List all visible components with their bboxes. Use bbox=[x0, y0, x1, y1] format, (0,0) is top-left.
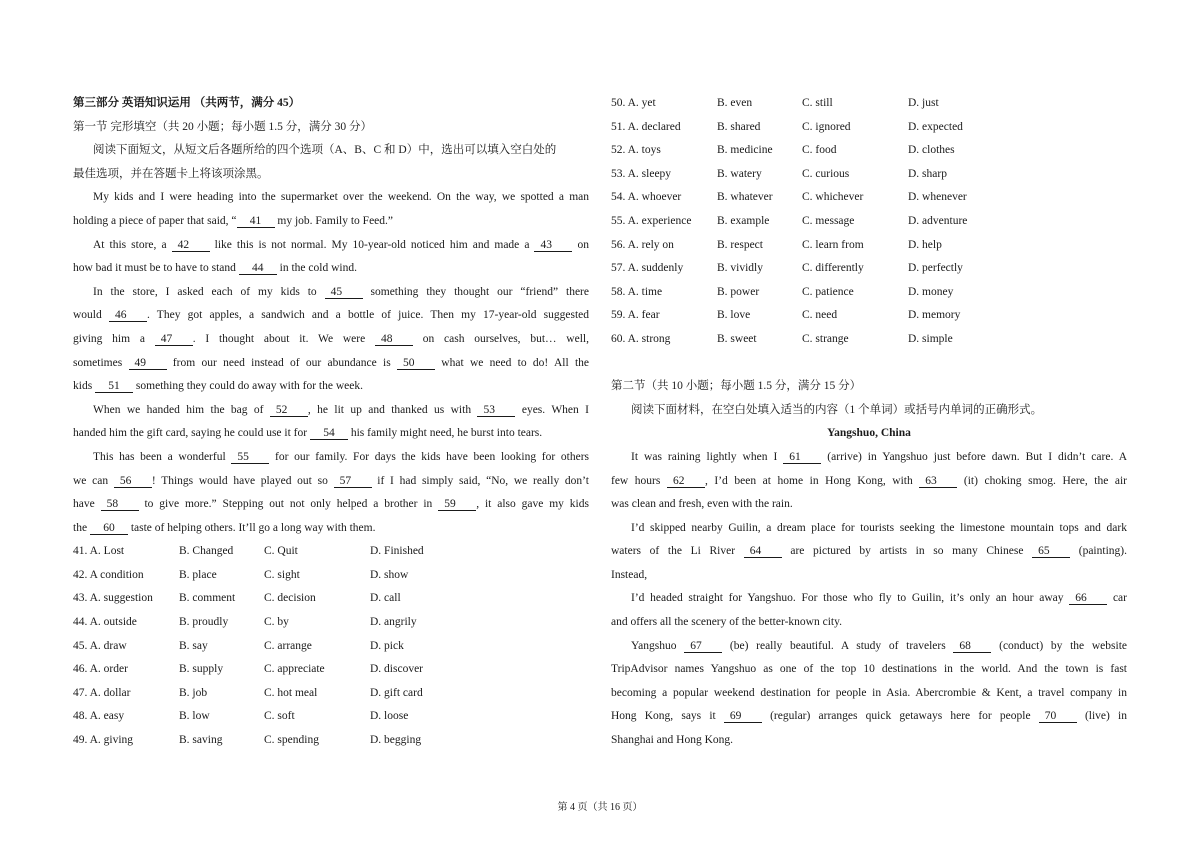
passage-line: My kids and I were heading into the supermarket over the weekend. On the way, we spotted a man bbox=[93, 191, 589, 204]
option-d[interactable]: D. Finished bbox=[370, 545, 424, 558]
blank-62[interactable]: 62 bbox=[667, 475, 705, 488]
option-a[interactable]: 50. A. yet bbox=[611, 97, 656, 109]
right-column bbox=[611, 92, 1127, 753]
passage-line: When we handed him the bag of 52 , he lit up and thanked us with 53 eyes. When I bbox=[93, 403, 589, 416]
option-row bbox=[611, 139, 1127, 163]
option-c[interactable]: C. ignored bbox=[802, 120, 851, 133]
part-heading: 第三部分 英语知识运用 （共两节，满分 45） bbox=[73, 97, 301, 109]
option-a[interactable]: 59. A. fear bbox=[611, 309, 660, 322]
option-d[interactable]: D. pick bbox=[370, 639, 404, 652]
blank-63[interactable]: 63 bbox=[919, 475, 957, 488]
option-b[interactable]: B. Changed bbox=[179, 545, 234, 558]
option-c[interactable]: C. spending bbox=[264, 734, 319, 747]
option-c[interactable]: C. whichever bbox=[802, 191, 864, 204]
blank-53[interactable]: 53 bbox=[477, 404, 515, 417]
option-b[interactable]: B. respect bbox=[717, 238, 763, 251]
option-a[interactable]: 57. A. suddenly bbox=[611, 262, 684, 275]
passage-line: Instead, bbox=[611, 568, 648, 581]
passage-line: It was raining lightly when I 61 (arrive) in Yangshuo just before dawn. But I didn’t care. A bbox=[631, 450, 1127, 463]
option-row bbox=[611, 92, 1127, 116]
option-a[interactable]: 41. A. Lost bbox=[73, 545, 125, 558]
option-d[interactable]: D. discover bbox=[370, 663, 424, 676]
option-row bbox=[73, 587, 589, 611]
blank-58[interactable]: 58 bbox=[101, 498, 139, 511]
option-c[interactable]: C. sight bbox=[264, 568, 300, 581]
option-row bbox=[73, 635, 589, 659]
passage-line: This has been a wonderful 55 for our family. For days the kids have been looking for others bbox=[93, 450, 589, 463]
option-a[interactable]: 54. A. whoever bbox=[611, 191, 682, 204]
option-c[interactable]: C. message bbox=[802, 214, 855, 227]
option-row bbox=[611, 163, 1127, 187]
passage-line: Yangshuo 67 (be) really beautiful. A study of travelers 68 (conduct) by the website bbox=[631, 639, 1127, 652]
blank-61[interactable]: 61 bbox=[783, 451, 821, 464]
option-b[interactable]: B. vividly bbox=[717, 262, 764, 275]
passage-line: Shanghai and Hong Kong. bbox=[611, 734, 734, 747]
passage-title: Yangshuo, China bbox=[827, 427, 911, 440]
passage-line: was clean and fresh, even with the rain. bbox=[611, 498, 793, 511]
option-a[interactable]: 47. A. dollar bbox=[73, 686, 131, 699]
passage-line: how bad it must be to have to stand 44 in the cold wind. bbox=[73, 262, 357, 275]
option-row bbox=[73, 729, 589, 753]
section2-instruction: 阅读下面材料，在空白处填入适当的内容（1 个单词）或括号内单词的正确形式。 bbox=[631, 403, 1043, 416]
blank-54[interactable]: 54 bbox=[310, 427, 348, 440]
blank-43[interactable]: 43 bbox=[534, 239, 572, 252]
option-row bbox=[611, 186, 1127, 210]
passage-line: the 60 taste of helping others. It’ll go a long way with them. bbox=[73, 521, 376, 534]
passage-line: giving him a 47 . I thought about it. We were 48 on cash ourselves, but… well, bbox=[73, 332, 589, 345]
section2-heading: 第二节（共 10 小题；每小题 1.5 分，满分 15 分） bbox=[611, 380, 862, 393]
instruction-line-1: 阅读下面短文，从短文后各题所给的四个选项（A、B、C 和 D）中，选出可以填入空白处的 bbox=[93, 144, 557, 157]
instruction-line-2: 最佳选项，并在答题卡上将该项涂黑。 bbox=[73, 167, 269, 180]
option-c[interactable]: C. differently bbox=[802, 262, 864, 275]
option-a[interactable]: 56. A. rely on bbox=[611, 238, 674, 251]
option-d[interactable]: D. loose bbox=[370, 710, 409, 723]
passage-line: becoming a popular weekend destination for people in Asia. Abercrombie & Kent, a travel company in bbox=[611, 686, 1127, 699]
option-c[interactable]: C. appreciate bbox=[264, 663, 325, 676]
option-row bbox=[73, 705, 589, 729]
option-d[interactable]: D. memory bbox=[908, 309, 961, 322]
option-row bbox=[611, 210, 1127, 234]
option-c[interactable]: C. soft bbox=[264, 710, 295, 723]
option-b[interactable]: B. comment bbox=[179, 592, 236, 605]
option-c[interactable]: C. need bbox=[802, 309, 838, 322]
option-b[interactable]: B. even bbox=[717, 97, 753, 109]
option-c[interactable]: C. strange bbox=[802, 332, 849, 345]
option-d[interactable]: D. simple bbox=[908, 332, 953, 345]
option-c[interactable]: C. decision bbox=[264, 592, 316, 605]
option-d[interactable]: D. begging bbox=[370, 734, 422, 747]
passage-line: have 58 to give more.” Stepping out not only helped a brother in 59 , it also gave my kids bbox=[73, 498, 589, 511]
option-b[interactable]: B. place bbox=[179, 568, 217, 581]
option-row bbox=[611, 116, 1127, 140]
passage-line: In the store, I asked each of my kids to 45 something they thought our “friend” there bbox=[93, 285, 589, 298]
passage-line: TripAdvisor names Yangshuo as one of the top 10 destinations in the world. And the town is fast bbox=[611, 663, 1127, 676]
blank-51[interactable]: 51 bbox=[95, 380, 133, 393]
passage-line: holding a piece of paper that said, “ 41 my job. Family to Feed.” bbox=[73, 214, 394, 227]
option-b[interactable]: B. sweet bbox=[717, 332, 757, 345]
option-row bbox=[611, 234, 1127, 258]
option-d[interactable]: D. expected bbox=[908, 120, 963, 133]
option-c[interactable]: C. curious bbox=[802, 167, 850, 180]
passage-line: few hours 62 , I’d been at home in Hong Kong, with 63 (it) choking smog. Here, the air bbox=[611, 474, 1127, 487]
option-row bbox=[73, 658, 589, 682]
option-a[interactable]: 53. A. sleepy bbox=[611, 167, 672, 180]
option-c[interactable]: C. hot meal bbox=[264, 686, 318, 699]
option-d[interactable]: D. money bbox=[908, 285, 954, 298]
option-a[interactable]: 55. A. experience bbox=[611, 214, 692, 227]
option-row bbox=[73, 682, 589, 706]
spacer bbox=[611, 352, 1127, 376]
option-d[interactable]: D. angrily bbox=[370, 616, 417, 629]
option-b[interactable]: B. supply bbox=[179, 663, 224, 676]
option-b[interactable]: B. love bbox=[717, 309, 751, 322]
blank-60[interactable]: 60 bbox=[90, 522, 128, 535]
option-b[interactable]: B. shared bbox=[717, 120, 761, 133]
option-b[interactable]: B. whatever bbox=[717, 191, 773, 204]
left-column bbox=[73, 92, 589, 753]
passage-line: Hong Kong, says it 69 (regular) arranges quick getaways here for people 70 (live) in bbox=[611, 710, 1127, 723]
option-d[interactable]: D. show bbox=[370, 568, 409, 581]
option-d[interactable]: D. sharp bbox=[908, 167, 947, 180]
blank-48[interactable]: 48 bbox=[375, 333, 413, 346]
option-c[interactable]: C. learn from bbox=[802, 238, 864, 251]
blank-64[interactable]: 64 bbox=[744, 545, 782, 558]
passage-line: and offers all the scenery of the better-known city. bbox=[611, 616, 842, 629]
passage-line: sometimes 49 from our need instead of our abundance is 50 what we need to do! All the bbox=[73, 356, 589, 369]
blank-67[interactable]: 67 bbox=[684, 640, 722, 653]
option-d[interactable]: D. adventure bbox=[908, 214, 968, 227]
passage-line: waters of the Li River 64 are pictured by artists in so many Chinese 65 (painting). bbox=[611, 545, 1127, 558]
passage-line: I’d headed straight for Yangshuo. For those who fly to Guilin, it’s only an hour away 66 car bbox=[631, 592, 1127, 605]
option-d[interactable]: D. whenever bbox=[908, 191, 967, 204]
option-a[interactable]: 42. A condition bbox=[73, 568, 144, 581]
blank-52[interactable]: 52 bbox=[270, 404, 308, 417]
option-row bbox=[73, 611, 589, 635]
blank-45[interactable]: 45 bbox=[325, 286, 363, 299]
option-a[interactable]: 49. A. giving bbox=[73, 734, 134, 747]
option-d[interactable]: D. gift card bbox=[370, 686, 423, 699]
option-a[interactable]: 60. A. strong bbox=[611, 332, 671, 345]
option-row bbox=[73, 540, 589, 564]
option-b[interactable]: B. example bbox=[717, 214, 770, 227]
option-c[interactable]: C. patience bbox=[802, 285, 854, 298]
passage-line: I’d skipped nearby Guilin, a dream place for tourists seeking the limestone mountain tops and dark bbox=[631, 521, 1127, 534]
option-d[interactable]: D. call bbox=[370, 592, 401, 605]
option-c[interactable]: C. food bbox=[802, 144, 837, 157]
option-b[interactable]: B. watery bbox=[717, 167, 762, 180]
blank-50[interactable]: 50 bbox=[397, 357, 435, 370]
option-row bbox=[611, 281, 1127, 305]
option-a[interactable]: 45. A. draw bbox=[73, 639, 127, 652]
option-a[interactable]: 58. A. time bbox=[611, 285, 663, 298]
option-a[interactable]: 48. A. easy bbox=[73, 710, 125, 723]
option-c[interactable]: C. Quit bbox=[264, 545, 298, 558]
option-row bbox=[73, 564, 589, 588]
passage-line: kids 51 something they could do away with for the week. bbox=[73, 380, 363, 393]
section1-heading: 第一节 完形填空（共 20 小题；每小题 1.5 分，满分 30 分） bbox=[73, 120, 372, 133]
blank-55[interactable]: 55 bbox=[231, 451, 269, 464]
option-c[interactable]: C. by bbox=[264, 616, 289, 629]
blank-47[interactable]: 47 bbox=[155, 333, 193, 346]
option-c[interactable]: C. still bbox=[802, 97, 833, 109]
blank-57[interactable]: 57 bbox=[334, 475, 372, 488]
option-d[interactable]: D. help bbox=[908, 238, 942, 251]
blank-68[interactable]: 68 bbox=[953, 640, 991, 653]
option-b[interactable]: B. job bbox=[179, 686, 208, 699]
option-b[interactable]: B. say bbox=[179, 639, 208, 652]
blank-44[interactable]: 44 bbox=[239, 262, 277, 275]
blank-41[interactable]: 41 bbox=[237, 215, 275, 228]
blank-49[interactable]: 49 bbox=[129, 357, 167, 370]
option-a[interactable]: 51. A. declared bbox=[611, 120, 681, 133]
passage-line: At this store, a 42 like this is not normal. My 10-year-old noticed him and made a 43 on bbox=[93, 238, 589, 251]
option-d[interactable]: D. clothes bbox=[908, 144, 955, 157]
option-a[interactable]: 52. A. toys bbox=[611, 144, 661, 157]
option-d[interactable]: D. just bbox=[908, 97, 939, 109]
option-row bbox=[611, 328, 1127, 352]
option-b[interactable]: B. medicine bbox=[717, 144, 773, 157]
blank-46[interactable]: 46 bbox=[109, 309, 147, 322]
option-b[interactable]: B. low bbox=[179, 710, 210, 723]
blank-42[interactable]: 42 bbox=[172, 239, 210, 252]
option-b[interactable]: B. proudly bbox=[179, 616, 229, 629]
option-a[interactable]: 44. A. outside bbox=[73, 616, 137, 629]
option-row bbox=[611, 304, 1127, 328]
option-a[interactable]: 43. A. suggestion bbox=[73, 592, 153, 605]
option-b[interactable]: B. saving bbox=[179, 734, 223, 747]
option-c[interactable]: C. arrange bbox=[264, 639, 312, 652]
passage-line: handed him the gift card, saying he could use it for 54 his family might need, he burst into tears. bbox=[73, 427, 543, 440]
page-footer: 第 4 页（共 16 页） bbox=[557, 802, 643, 813]
blank-69[interactable]: 69 bbox=[724, 710, 762, 723]
blank-59[interactable]: 59 bbox=[438, 498, 476, 511]
blank-56[interactable]: 56 bbox=[114, 475, 152, 488]
blank-66[interactable]: 66 bbox=[1069, 592, 1107, 605]
blank-70[interactable]: 70 bbox=[1039, 710, 1077, 723]
option-row bbox=[611, 257, 1127, 281]
passage-line: we can 56 ! Things would have played out so 57 if I had simply said, “No, we really don’t bbox=[73, 474, 589, 487]
passage-line: would 46 . They got apples, a sandwich and a bottle of juice. Then my 17-year-old suggested bbox=[73, 309, 589, 322]
option-a[interactable]: 46. A. order bbox=[73, 663, 128, 676]
blank-65[interactable]: 65 bbox=[1032, 545, 1070, 558]
option-b[interactable]: B. power bbox=[717, 285, 760, 298]
option-d[interactable]: D. perfectly bbox=[908, 262, 963, 275]
